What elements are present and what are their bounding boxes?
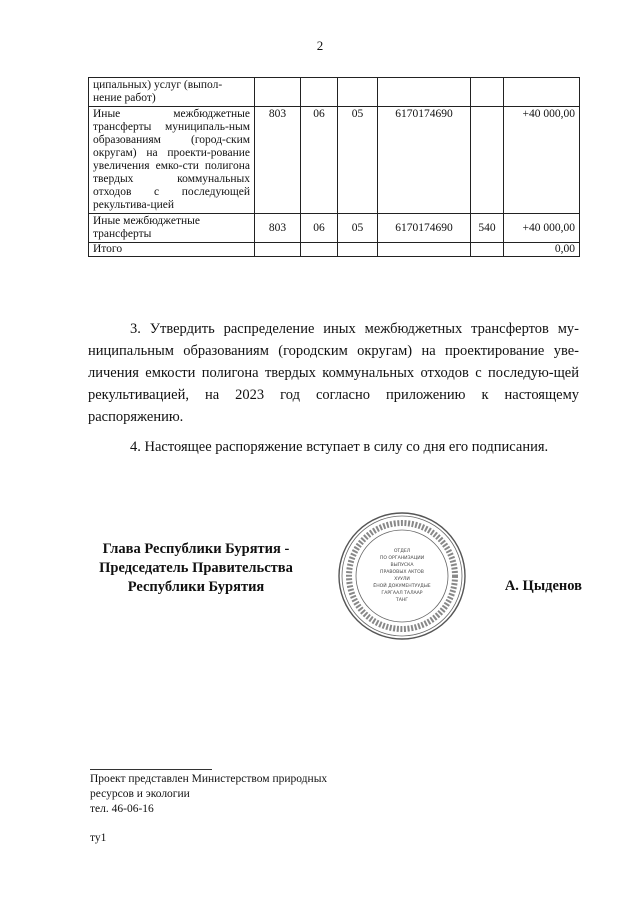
stamp-text: ХУУЛИ [394,577,410,582]
paragraph-3: 3. Утвердить распределение иных межбюджетных трансфертов му-ниципальным образованиям (городским округам) на проектирование уве-личения емкости полигона твердых коммунальных отходов с последую-щей рекультивацией, на 2023 год согласно приложению к настоящему распоряжению. [88,321,579,425]
table-row [89,107,580,214]
table-cell-name: ципальных) услуг (выпол- нение работ) [89,78,255,107]
signatory-title-line: Председатель Правительства [99,560,293,576]
table-row [89,214,580,243]
table-cell-sum: +40 000,00 [504,214,580,243]
page-number: 2 [316,38,324,53]
table-cell-sum: +40 000,00 [504,107,580,214]
table-cell-sum: 0,00 [504,243,580,257]
footer-line: Проект представлен Министерством природных [90,773,328,785]
table-cell-vr [471,78,504,107]
signatory-title [90,540,302,597]
table-cell-pr [338,243,378,257]
table-row-total [89,243,580,257]
table-cell-gr [255,78,301,107]
table-cell-gr: 803 [255,214,301,243]
table-cell-vr [471,243,504,257]
footer-line: ресурсов и экологии [90,788,190,800]
table-cell-gr: 803 [255,107,301,214]
paragraph-4: 4. Настоящее распоряжение вступает в силу со дня его подписания. [130,439,549,455]
signatory-name: А. Цыденов [504,578,582,594]
signatory-title-line: Глава Республики Бурятия - [102,541,290,557]
table-cell-name: Иные межбюджетные трансферты муниципаль-ным образованиям (город-ским округам) на проекти-рование увеличения емко-сти полигона твердых коммунальных отходов с последующей рекультива-цией [89,107,255,214]
table-cell-pr [338,78,378,107]
footer-divider [90,769,212,770]
table-cell-name: Итого [89,243,255,257]
table-cell-csr [378,78,471,107]
budget-table [88,77,580,257]
table-cell-vr [471,107,504,214]
table-cell-pr: 05 [338,107,378,214]
table-cell-rz: 06 [301,107,338,214]
stamp-text: ПО ОРГАНИЗАЦИИ [379,556,425,561]
table-cell-pr: 05 [338,214,378,243]
table-cell-csr: 6170174690 [378,214,471,243]
table-cell-rz: 06 [301,214,338,243]
table-cell-name: Иные межбюджетные трансферты [89,214,255,243]
stamp-text: ЁНОЙ ДОКУМЕНТУУДЫЕ [373,584,431,589]
stamp-text: ОТДЕЛ [393,549,411,554]
footer-note [90,772,390,817]
table-cell-gr [255,243,301,257]
table-cell-rz [301,78,338,107]
footer-line: тел. 46-06-16 [90,803,154,815]
stamp-text: ТАНГ [395,598,409,603]
table-cell-vr: 540 [471,214,504,243]
table-cell-sum [504,78,580,107]
signatory-title-line: Республики Бурятия [127,579,265,595]
table-cell-rz [301,243,338,257]
table-cell-csr: 6170174690 [378,107,471,214]
document-code: ту1 [90,832,107,844]
table-row [89,78,580,107]
stamp-text: ГАРГААЛ ТАЛААР [381,591,423,596]
stamp-text: ВЫПУСКА [390,563,414,568]
official-seal-stamp [336,510,468,642]
table-cell-csr [378,243,471,257]
stamp-text: ПРАВОВЫХ АКТОВ [380,570,424,575]
